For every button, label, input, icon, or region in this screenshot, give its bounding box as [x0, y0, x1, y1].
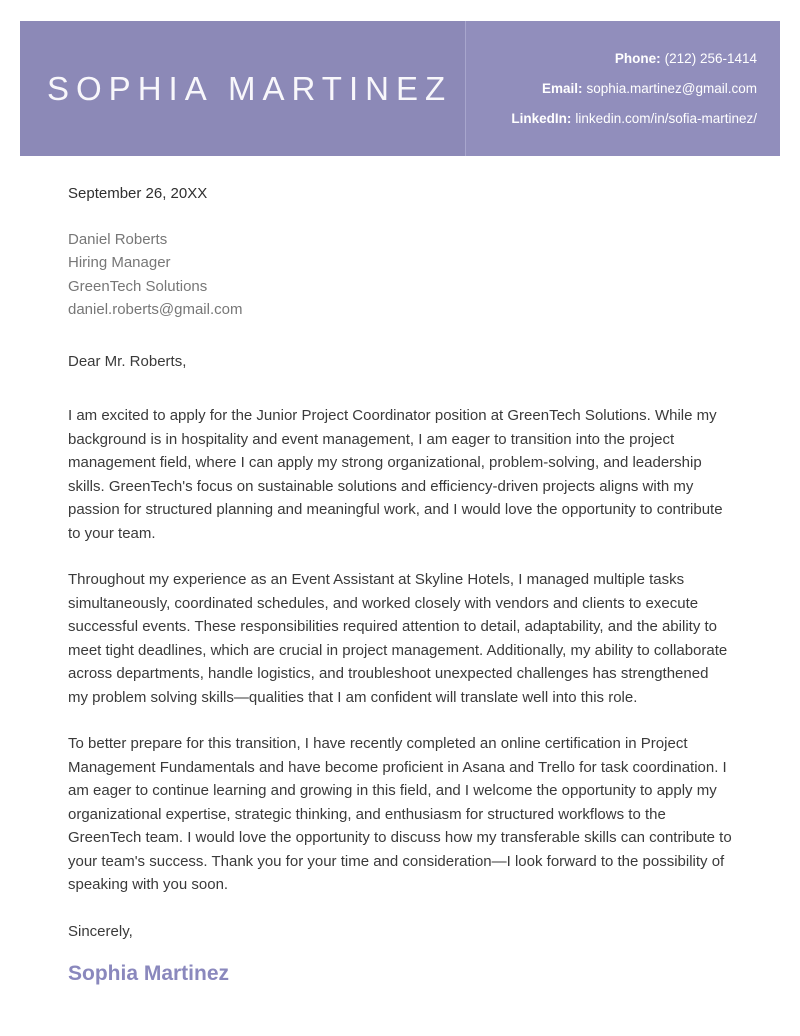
salutation: Dear Mr. Roberts, [68, 352, 187, 370]
contact-phone-value: (212) 256-1414 [664, 50, 757, 66]
contact-email [542, 74, 757, 104]
header-band [20, 21, 780, 156]
recipient-company: GreenTech Solutions [68, 277, 208, 295]
recipient-name: Daniel Roberts [68, 230, 168, 248]
letter-date: September 26, 20XX [68, 185, 208, 202]
paragraph-closing-pitch: To better prepare for this transition, I have recently completed an online certification in Project Management Fundamentals and have become proficient in Asana and Trello for task coordination. I am eager to continue learning and growing in this field, and I welcome the opportunity to apply my organizational expertise, strategic thinking, and enthusiasm for structured workflows to the GreenTech team. I would love the opportunity to discuss how my transferable skills can contribute to your team's success. Thank you for your time and consideration—I look forward to the possibility of speaking with you soon. [68, 735, 732, 893]
contact-email-value: sophia.martinez@gmail.com [586, 80, 757, 96]
contact-linkedin [511, 104, 757, 134]
header-contact-section [465, 21, 780, 156]
header-name-section [20, 21, 465, 156]
contact-linkedin-value: linkedin.com/in/sofia-martinez/ [575, 110, 757, 126]
recipient-block [68, 228, 732, 322]
candidate-name: SOPHIA MARTINEZ [47, 69, 453, 107]
contact-phone [615, 44, 757, 74]
signature-name: Sophia Martinez [68, 962, 230, 985]
recipient-title: Hiring Manager [68, 254, 171, 271]
contact-linkedin-label: LinkedIn: [511, 110, 572, 126]
recipient-email: daniel.roberts@gmail.com [68, 301, 243, 318]
letter-body [68, 182, 732, 986]
contact-phone-label: Phone: [614, 50, 661, 66]
paragraph-experience: Throughout my experience as an Event Assistant at Skyline Hotels, I managed multiple tasks simultaneously, coordinated schedules, and worked closely with vendors and clients to execute successful events. These responsibilities required attention to detail, adaptability, and the ability to meet tight deadlines, which are crucial in project management. Additionally, my ability to collaborate across departments, handle logistics, and troubleshoot unexpected challenges has strengthened my problem solving skills—qualities that I am confident will translate well into this role. [68, 571, 728, 706]
paragraph-intro: I am excited to apply for the Junior Project Coordinator position at GreenTech Solutions. While my background is in hospitality and event management, I am eager to transition into the project management field, where I can apply my strong organizational, problem-solving, and leadership skills. GreenTech's focus on sustainable solutions and efficiency-driven projects aligns with my passion for structured planning and meaningful work, and I would love the opportunity to contribute to your team. [68, 407, 723, 542]
contact-email-label: Email: [541, 80, 583, 96]
closing-line: Sincerely, [68, 922, 133, 940]
